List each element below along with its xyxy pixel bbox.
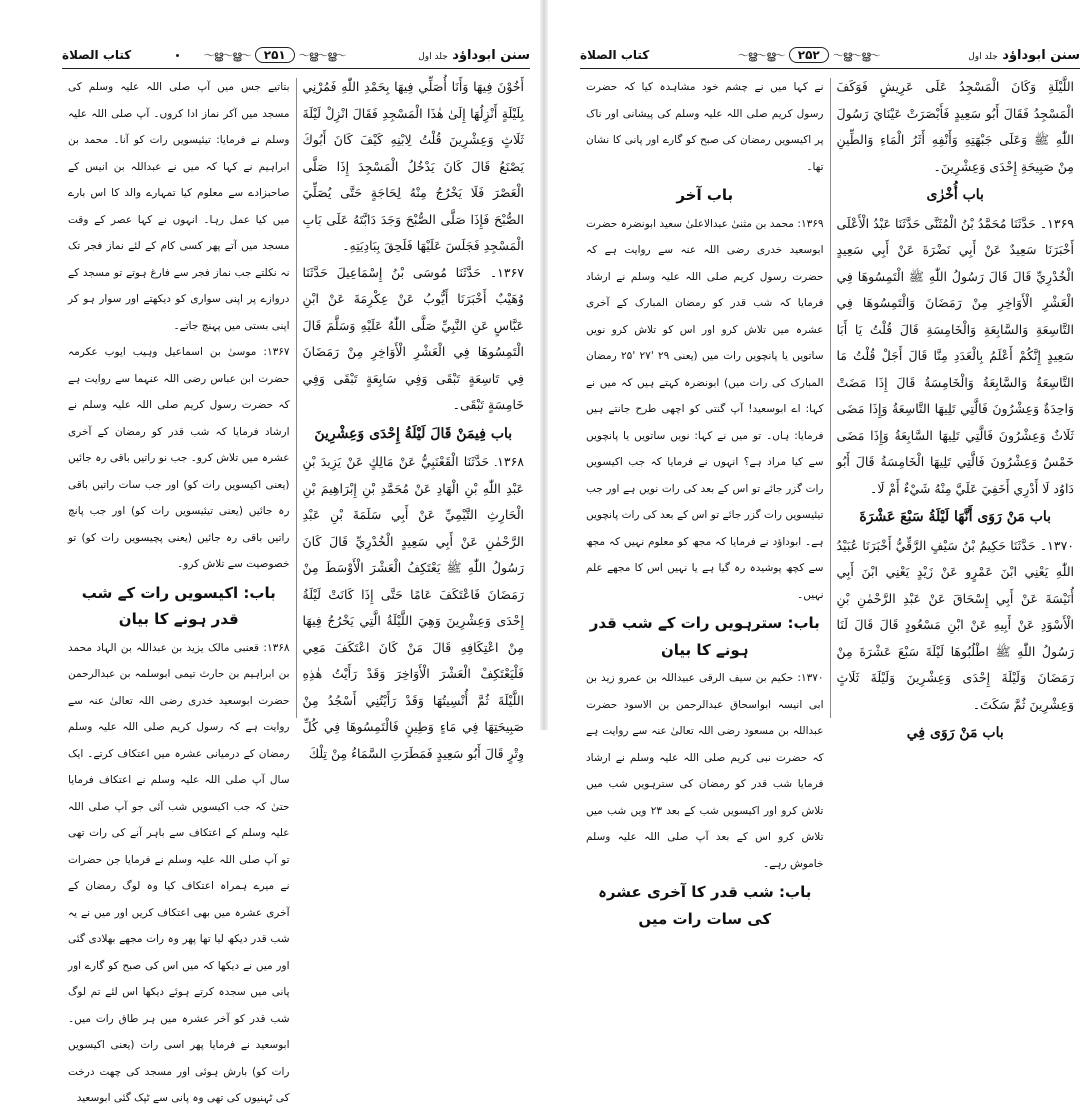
ornament-icon: 〜ൠ〜ൠ〜 bbox=[737, 49, 785, 62]
arabic-column bbox=[297, 74, 531, 761]
chapter-heading: باب آخر bbox=[676, 186, 734, 204]
chapter-heading: باب: شب قدر کا آخری عشرہ کی سات رات میں bbox=[598, 883, 812, 928]
urdu-hadith: ۱۳۶۷: موسیٰ بن اسماعیل وہیب ایوب عکرمہ حضرت ابن عباس رضی اللہ عنہما سے روایت ہے کہ حضرت رسول کریم صلی اللہ علیہ وسلم نے ارشاد فرمایا کہ شب قدر کو رمضان کے آخری عشرہ میں تلاش کرو۔ جب نو راتیں باقی رہ جائیں (یعنی اکیسویں رات کو) اور جب سات راتیں باقی رہ جائیں (یعنی تیئیسویں رات کو) اور جب پانچ راتیں باقی رہ جائیں (یعنی پچیسویں رات کو) تو خصوصیت سے تلاش کرو۔ bbox=[68, 346, 290, 570]
urdu-paragraph: بتاتیے جس میں آپ صلی اللہ علیہ وسلم کی مسجد میں آکر نماز ادا کروں۔ آپ صلی اللہ علیہ وسلم نے فرمایا: تیئیسویں رات کو آنا۔ محمد بن ابراہیم نے کہا کہ میں نے عبداللہ بن انیس کے صاحبزادے سے معلوم کیا تمہارے والد کا اس بارے میں کیا عمل رہا۔ انہوں نے کہا عصر کے وقت مسجد میں آتے پھر کسی کام کے لئے نماز فجر تک نہ نکلتے جب نماز فجر سے فارغ ہوتے تو مسجد کے دروازے پر اپنی سواری کو دیکھتے اور سوار ہو کر اپنی بستی میں پہنچ جاتے۔ bbox=[68, 81, 290, 332]
urdu-column bbox=[62, 74, 296, 1104]
chapter-heading: باب مَنْ رَوَى فِي bbox=[906, 725, 1004, 741]
left-page bbox=[62, 18, 530, 1104]
chapter-heading: باب مَنْ رَوَى أَنَّهَا لَيْلَةُ سَبْعَ عَشْرَةَ bbox=[859, 509, 1052, 525]
arabic-hadith: ۱۳۶۸۔ حَدَّثَنَا الْقَعْنَبِيُّ عَنْ مَالِكٍ عَنْ يَزِيدَ بْنِ عَبْدِ اللّٰهِ بْنِ الْهَادِ عَنْ مُحَمَّدِ بْنِ إِبْرَاهِيمَ بْنِ الْحَارِثِ التَّيْمِيِّ عَنْ أَبِي سَلَمَةَ بْنِ عَبْدِ الرَّحْمٰنِ عَنْ أَبِي سَعِيدٍ الْخُدْرِيِّ قَالَ كَانَ رَسُولُ اللّٰهِ ﷺ يَعْتَكِفُ الْعَشْرَ الْأَوْسَطَ مِنْ رَمَضَانَ فَاعْتَكَفَ عَامًا حَتَّى إِذَا كَانَتْ لَيْلَةُ إِحْدَى وَعِشْرِينَ وَهِيَ اللَّيْلَةُ الَّتِي يَخْرُجُ فِيهَا مِنْ اعْتِكَافِهِ قَالَ مَنْ كَانَ اعْتَكَفَ مَعِي فَلْيَعْتَكِفْ الْعَشْرَ الْأَوَاخِرَ وَقَدْ رَأَيْتُ هٰذِهِ اللَّيْلَةَ ثُمَّ أُنْسِيتُهَا وَقَدْ رَأَيْتُنِي أَسْجُدُ مِنْ صَبِيحَتِهَا فِي مَاءٍ وَطِينٍ فَالْتَمِسُوهَا فِي كُلِّ وِتْرٍ قَالَ أَبُو سَعِيدٍ فَمَطَرَتِ السَّمَاءُ مِنْ تِلْكَ bbox=[302, 454, 524, 761]
right-page bbox=[580, 18, 1080, 928]
ornament-icon: 〜ൠ〜ൠ〜 bbox=[298, 49, 346, 62]
chapter-heading: باب: اکیسویں رات کے شب قدر ہونے کا بیان bbox=[81, 583, 276, 628]
urdu-hadith: ۱۳۷۰: حکیم بن سیف الرقی عبیداللہ بن عمرو زید بن ابی انیسہ ابواسحاق عبدالرحمن بن الاسود حضرت عبداللہ بن مسعود رضی اللہ تعالیٰ عنہ سے روایت ہے کہ حضرت نبی کریم صلی اللہ علیہ وسلم نے ارشاد فرمایا شب قدر کو رمضان کی سترہویں شب میں تلاش کرو اور اکیسویں شب کے بعد ۲۳ ویں شب میں تلاش کرو اس کے بعد آپ صلی اللہ علیہ وسلم خاموش رہے۔ bbox=[586, 672, 824, 870]
page-number: ۲۵۱ bbox=[255, 47, 295, 63]
arabic-hadith: ۱۳۷۰۔ حَدَّثَنَا حَكِيمُ بْنُ سَيْفٍ الرَّقِّيُّ أَخْبَرَنَا عُبَيْدُ اللّٰهِ يَعْنِي ابْنَ عَمْرٍو عَنْ زَيْدٍ يَعْنِي ابْنَ أَبِي أُنَيْسَةَ عَنْ أَبِي إِسْحَاقَ عَنْ عَبْدِ الرَّحْمٰنِ بْنِ الْأَسْوَدِ عَنْ أَبِيهِ عَنْ ابْنِ مَسْعُودٍ قَالَ قَالَ لَنَا رَسُولُ اللّٰهِ ﷺ اطْلُبُوهَا لَيْلَةَ سَبْعَ عَشْرَةَ مِنْ رَمَضَانَ وَلَيْلَةَ إِحْدَى وَعِشْرِينَ وَلَيْلَةَ ثَلَاثٍ وَعِشْرِينَ ثُمَّ سَكَتَ۔ bbox=[836, 537, 1074, 712]
book-title-text: سنن ابوداؤد bbox=[1002, 47, 1080, 63]
urdu-column bbox=[580, 74, 830, 928]
chapter-heading: باب: سترہویں رات کے شب قدر ہونے کا بیان bbox=[589, 614, 820, 659]
urdu-paragraph: نے کہا میں نے چشم خود مشاہدہ کیا کہ حضرت رسول کریم صلی اللہ علیہ وسلم کی پیشانی اور ناک پر اکیسویں رمضان کی صبح کو گارے اور پانی کا نشان تھا۔ bbox=[586, 81, 824, 173]
arabic-hadith: ۱۳۶۷۔ حَدَّثَنَا مُوسَى بْنُ إِسْمَاعِيلَ حَدَّثَنَا وُهَيْبٌ أَخْبَرَنَا أَيُّوبُ عَنْ عِكْرِمَةَ عَنْ ابْنِ عَبَّاسٍ عَنِ النَّبِيِّ صَلَّى اللّٰهُ عَلَيْهِ وَسَلَّمَ قَالَ الْتَمِسُوهَا فِي الْعَشْرِ الْأَوَاخِرِ مِنْ رَمَضَانَ فِي تَاسِعَةٍ تَبْقَى وَفِي سَابِعَةٍ تَبْقَى وَفِي خَامِسَةٍ تَبْقَى۔ bbox=[302, 264, 524, 412]
urdu-hadith: ۱۳۶۸: قعنبی مالک یزید بن عبداللہ بن الہاد محمد بن ابراہیم بن حارث تیمی ابوسلمہ بن عبدالرحمن حضرت ابوسعید خدری رضی اللہ تعالیٰ عنہ سے روایت ہے کہ رسول کریم صلی اللہ علیہ وسلم رمضان کے درمیانی عشرہ میں اعتکاف کرتے۔ ایک سال آپ صلی اللہ علیہ وسلم نے اعتکاف فرمایا حتیٰ کہ جب اکیسویں شب آئی جو آپ صلی اللہ علیہ وسلم کے اعتکاف سے باہر آنے کی رات تھی تو آپ صلی اللہ علیہ وسلم نے فرمایا جن حضرات نے میرے ہمراہ اعتکاف کیا وہ لوگ رمضان کے آخری عشرہ میں بھی اعتکاف کریں اور میں نے یہ شب قدر دیکھ لیا تھا پھر وہ رات مجھے بھلادی گئی اور میں نے دیکھا کہ میں اس کی صبح کو گارے اور پانی میں سجدہ کرتے ہوئے دیکھا اس لئے تم لوگ شب قدر کو آخر عشرہ میں ہر طاق رات میں۔ ابوسعید نے فرمایا پھر اسی رات (یعنی اکیسویں رات کو) بارش ہوئی اور مسجد کی چھت درخت کی ٹہنیوں کی تھی وہ پانی سے ٹپک گئی ابوسعید bbox=[68, 641, 290, 1104]
urdu-hadith: ۱۳۶۹: محمد بن مثنیٰ عبدالاعلیٰ سعید ابونضرہ حضرت ابوسعید خدری رضی اللہ عنہ سے روایت ہے کہ حضرت رسول کریم صلی اللہ علیہ وسلم نے ارشاد فرمایا کہ شب قدر کو رمضان المبارک کے آخری عشرہ میں تلاش کرو اور اس کو تلاش کرو نویں ساتویں یا پانچویں رات میں (یعنی ۲۹ '۲۷ '۲۵ رمضان المبارک کی رات میں) ابونضرہ کہتے ہیں کہ میں نے کہا: اے ابوسعید! آپ گنتی کو اچھی طرح جانتے ہیں فرمایا: ہاں۔ تو میں نے کہا: نویں ساتویں یا پانچویں سے کیا مراد ہے؟ انہوں نے فرمایا کہ جب اکیسویں رات گزر جائے تو اس کے بعد کی رات نویں ہے اور جب تیئیسویں رات گزر جائے تو اس کے بعد کی رات پانچویں ہے۔ ابوداؤد نے فرمایا کہ مجھ کو معلوم نہیں کہ مجھ سے کچھ پوشیدہ رہ گیا ہے یا نہیں اس کا مجھے علم نہیں۔ bbox=[586, 217, 824, 601]
left-page-header bbox=[62, 42, 530, 69]
book-title bbox=[968, 48, 1080, 63]
book-title bbox=[418, 48, 530, 63]
page-number: ۲۵۲ bbox=[789, 47, 829, 63]
ornament-icon: 〜ൠ〜ൠ〜 bbox=[203, 49, 251, 62]
arabic-paragraph: أَخُوْنَ فِيهَا وَأَنَا أُصَلِّي فِيهَا بِحَمْدِ اللّٰهِ فَمُرْنِي بِلَيْلَةٍ أَنْزِلُهَا إِلَىٰ هٰذَا الْمَسْجِدِ فَقَالَ انْزِلْ لَيْلَةَ ثَلَاثٍ وَعِشْرِينَ قُلْتُ لِابْنِهِ كَيْفَ كَانَ أَبُوكَ يَصْنَعُ قَالَ كَانَ يَدْخُلُ الْمَسْجِدَ إِذَا صَلَّى الْعَصْرَ فَلَا يَخْرُجُ مِنْهُ لِحَاجَةٍ حَتَّى يُصَلِّيَ الصُّبْحَ فَإِذَا صَلَّى الصُّبْحَ وَجَدَ دَابَّتَهُ عَلَى بَابِ الْمَسْجِدِ فَجَلَسَ عَلَيْهَا فَلَحِقَ بِبَادِيَتِهِ۔ bbox=[302, 79, 524, 253]
right-page-columns bbox=[580, 74, 1080, 928]
page-number-ornament bbox=[738, 47, 880, 63]
section-title: کتاب الصلاة bbox=[62, 48, 132, 62]
book-gutter bbox=[540, 0, 548, 730]
arabic-paragraph: اللَّيْلَةِ وَكَانَ الْمَسْجِدُ عَلَى عَرِيشٍ فَوَكَفَ الْمَسْجِدُ فَقَالَ أَبُو سَعِيدٍ فَأَبْصَرَتْ عَيْنَايَ رَسُولَ اللّٰهِ ﷺ وَعَلَى جَبْهَتِهِ وَأَنْفِهِ أَثَرُ الْمَاءِ وَالطِّينِ مِنْ صَبِيحَةِ إِحْدَى وَعِشْرِينَ۔ bbox=[836, 79, 1074, 174]
volume-label: جلد اول bbox=[418, 51, 448, 62]
chapter-heading: باب أُخْرٰى bbox=[926, 187, 984, 203]
arabic-hadith: ۱۳۶۹۔ حَدَّثَنَا مُحَمَّدُ بْنُ الْمُثَنَّى حَدَّثَنَا عَبْدُ الْأَعْلَى أَخْبَرَنَا سَعِيدٌ عَنْ أَبِي نَضْرَةَ عَنْ أَبِي سَعِيدٍ الْخُدْرِيِّ قَالَ قَالَ رَسُولُ اللّٰهِ ﷺ الْتَمِسُوهَا فِي الْعَشْرِ الْأَوَاخِرِ مِنْ رَمَضَانَ وَالْتَمِسُوهَا فِي التَّاسِعَةِ وَالسَّابِعَةِ وَالْخَامِسَةِ قَالَ قُلْتُ يَا أَبَا سَعِيدٍ إِنَّكُمْ أَعْلَمُ بِالْعَدَدِ مِنَّا قَالَ أَجَلْ قُلْتُ مَا التَّاسِعَةُ وَالسَّابِعَةُ وَالْخَامِسَةُ قَالَ إِذَا مَضَتْ وَاحِدَةٌ وَعِشْرُونَ فَالَّتِي تَلِيهَا التَّاسِعَةُ وَإِذَا مَضَى ثَلَاثٌ وَعِشْرُونَ فَالَّتِي تَلِيهَا السَّابِعَةُ وَإِذَا مَضَى خَمْسٌ وَعِشْرُونَ فَالَّتِي تَلِيهَا الْخَامِسَةُ قَالَ أَبُو دَاوُد لَا أَدْرِي أَخَفِيَ عَلَيَّ مِنْهُ شَيْءٌ أَمْ لَا۔ bbox=[836, 215, 1074, 496]
ornament-icon: 〜ൠ〜ൠ〜 bbox=[832, 49, 880, 62]
chapter-heading: باب فِيمَنْ قَالَ لَيْلَةُ إِحْدَى وَعِشْرِينَ bbox=[314, 425, 513, 442]
section-title: کتاب الصلاة bbox=[580, 48, 650, 62]
page-number-ornament bbox=[204, 47, 346, 63]
right-page-header bbox=[580, 42, 1080, 69]
book-title-text: سنن ابوداؤد bbox=[452, 47, 530, 63]
left-page-columns bbox=[62, 74, 530, 1104]
volume-label: جلد اول bbox=[968, 51, 998, 62]
arabic-column bbox=[831, 74, 1081, 741]
